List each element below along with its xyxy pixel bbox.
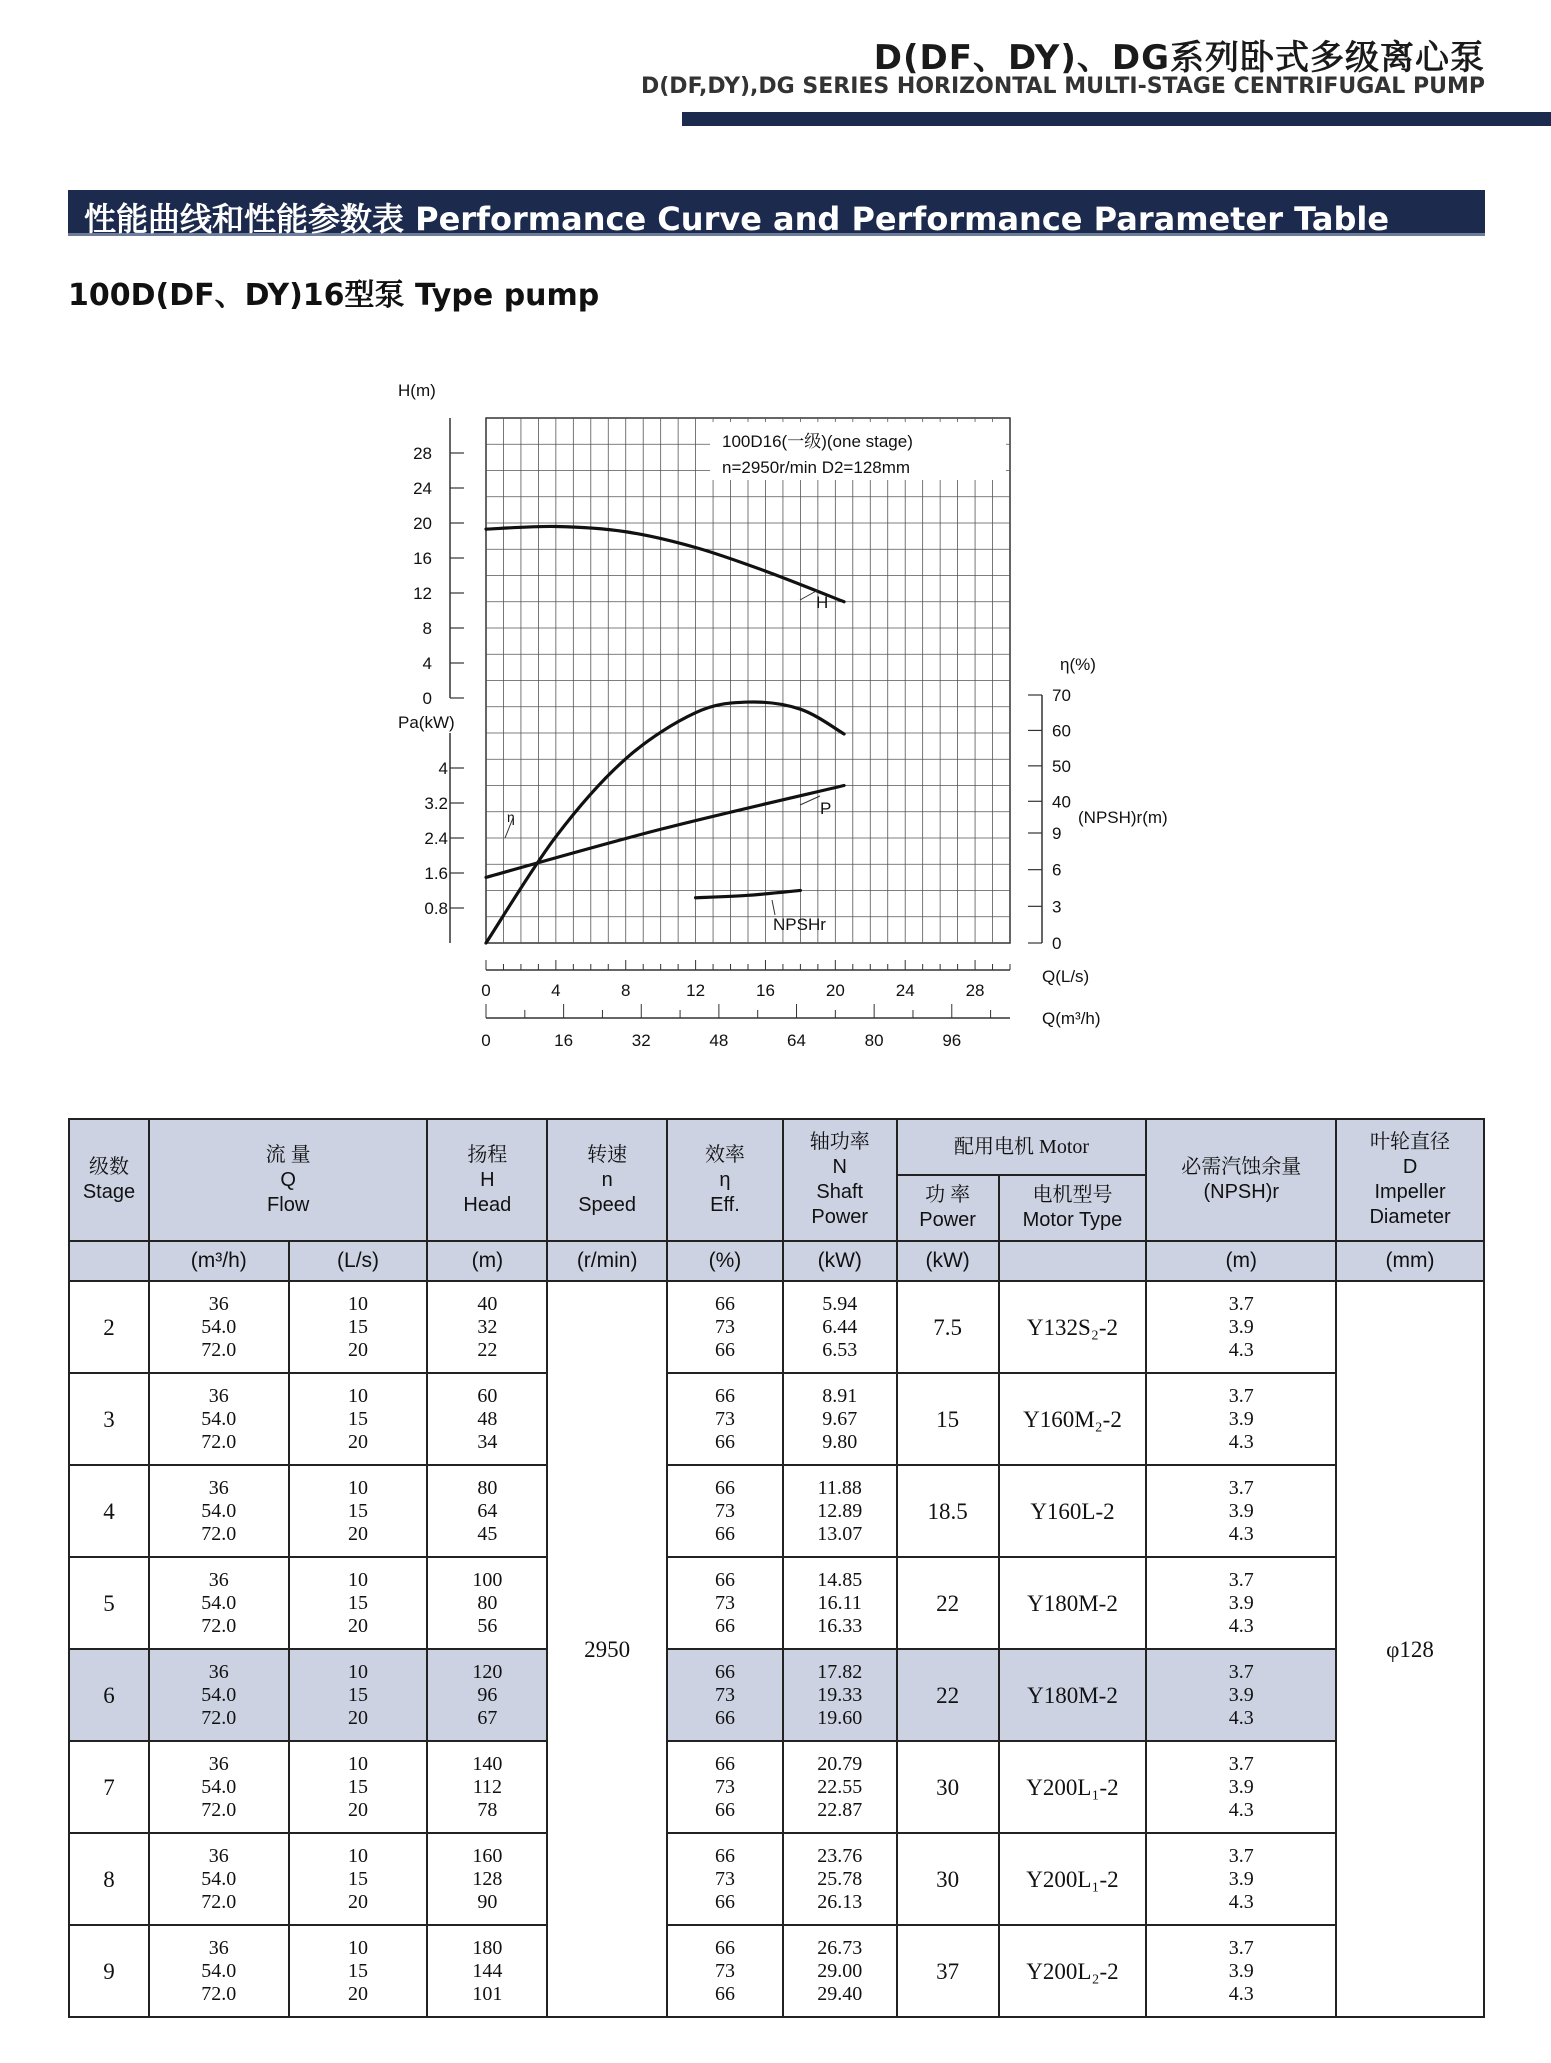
p-curve-label: P: [820, 799, 832, 818]
pa-axis-tick-label: 2.4: [424, 829, 448, 848]
flow-ls-cell: 10 15 20: [289, 1373, 428, 1465]
chart-title: 100D16(一级)(one stage): [722, 432, 913, 451]
flow-m3h-cell: 36 54.0 72.0: [149, 1465, 289, 1557]
npsh-axis-tick-label: 3: [1052, 897, 1062, 917]
flow-ls-cell: 10 15 20: [289, 1465, 428, 1557]
table-row: [69, 1833, 1484, 1925]
h-curve-label: H: [816, 593, 829, 612]
unit-motor-type: [999, 1241, 1147, 1281]
npsh-cell: 3.7 3.9 4.3: [1146, 1741, 1336, 1833]
npsh-axis-tick-label: 9: [1052, 824, 1062, 843]
h-axis-tick-label: 16: [413, 549, 432, 568]
head-cell: 140 112 78: [427, 1741, 547, 1833]
pa-axis-tick-label: 0.8: [424, 899, 448, 918]
x-axis-tick-label: 4: [551, 981, 561, 1000]
performance-table: [68, 1118, 1485, 2018]
head-cell: 40 32 22: [427, 1281, 547, 1373]
chart-subtitle: n=2950r/min D2=128mm: [722, 458, 911, 477]
motor-type-cell: Y200L₁-2: [999, 1833, 1147, 1925]
head-cell: 100 80 56: [427, 1557, 547, 1649]
npsh-cell: 3.7 3.9 4.3: [1146, 1557, 1336, 1649]
header-shaft-power: 轴功率 N Shaft Power: [783, 1119, 897, 1241]
head-cell: 80 64 45: [427, 1465, 547, 1557]
table-row: [69, 1465, 1484, 1557]
shaft-power-cell: 26.73 29.00 29.40: [783, 1925, 897, 2017]
unit-speed: (r/min): [547, 1241, 667, 1281]
header-motor: 配用电机 Motor: [897, 1119, 1147, 1175]
impeller-cell: φ128: [1336, 1281, 1484, 2017]
performance-chart: [380, 370, 1220, 1080]
eff-cell: 66 73 66: [667, 1557, 783, 1649]
table-row: [69, 1649, 1484, 1741]
x-axis-tick-label: 24: [895, 981, 915, 1000]
header-motor-type: 电机型号 Motor Type: [999, 1175, 1147, 1241]
motor-power-cell: 15: [897, 1373, 999, 1465]
p-curve: [486, 786, 844, 878]
table-row: [69, 1741, 1484, 1833]
pa-axis-tick-label: 4: [438, 759, 448, 778]
x2-axis-tick-label: 80: [864, 1031, 884, 1050]
header-bar: [682, 112, 1551, 126]
flow-m3h-cell: 36 54.0 72.0: [149, 1557, 289, 1649]
x2-axis-tick-label: 16: [554, 1031, 574, 1050]
npsh-axis-tick-label: 0: [1052, 934, 1062, 953]
motor-power-cell: 7.5: [897, 1281, 999, 1373]
motor-type-cell: Y200L₁-2: [999, 1741, 1147, 1833]
eff-cell: 66 73 66: [667, 1373, 783, 1465]
stage-cell: 3: [69, 1373, 149, 1465]
shaft-power-cell: 17.82 19.33 19.60: [783, 1649, 897, 1741]
header-impeller: 叶轮直径 D Impeller Diameter: [1336, 1119, 1484, 1241]
x-axis-tick-label: 0: [481, 981, 491, 1000]
npsh-cell: 3.7 3.9 4.3: [1146, 1281, 1336, 1373]
x-axis-tick-label: 8: [620, 981, 631, 1000]
eta-axis-tick-label: 70: [1052, 686, 1071, 705]
eff-cell: 66 73 66: [667, 1925, 783, 2017]
head-cell: 120 96 67: [427, 1649, 547, 1741]
motor-power-cell: 37: [897, 1925, 999, 2017]
eff-cell: 66 73 66: [667, 1649, 783, 1741]
section-title: 性能曲线和性能参数表 Performance Curve and Performance Parameter Table: [84, 200, 1390, 238]
head-cell: 180 144 101: [427, 1925, 547, 2017]
header-motor-power: 功 率 Power: [897, 1175, 999, 1241]
eff-cell: 66 73 66: [667, 1465, 783, 1557]
npsh-axis-label: (NPSH)r(m): [1078, 808, 1168, 827]
npsh-cell: 3.7 3.9 4.3: [1146, 1649, 1336, 1741]
flow-ls-cell: 10 15 20: [289, 1833, 428, 1925]
unit-stage: [69, 1241, 149, 1281]
npsh-axis-tick-label: 6: [1052, 860, 1062, 880]
shaft-power-cell: 8.91 9.67 9.80: [783, 1373, 897, 1465]
flow-m3h-cell: 36 54.0 72.0: [149, 1833, 289, 1925]
shaft-power-cell: 14.85 16.11 16.33: [783, 1557, 897, 1649]
flow-m3h-cell: 36 54.0 72.0: [149, 1281, 289, 1373]
head-cell: 160 128 90: [427, 1833, 547, 1925]
x-axis-tick-label: 28: [965, 981, 985, 1000]
motor-power-cell: 22: [897, 1557, 999, 1649]
motor-power-cell: 22: [897, 1649, 999, 1741]
unit-flow-ls: (L/s): [289, 1241, 428, 1281]
motor-type-cell: Y160L-2: [999, 1465, 1147, 1557]
header-flow: 流 量 Q Flow: [149, 1119, 428, 1241]
eta-axis-tick-label: 40: [1052, 792, 1071, 812]
shaft-power-cell: 11.88 12.89 13.07: [783, 1465, 897, 1557]
speed-cell: 2950: [547, 1281, 667, 2017]
h-axis-tick-label: 0: [422, 689, 432, 708]
x-axis-tick-label: 12: [686, 981, 706, 1000]
x2-axis-tick-label: 32: [631, 1031, 651, 1050]
npsh-cell: 3.7 3.9 4.3: [1146, 1373, 1336, 1465]
pa-axis-tick-label: 3.2: [424, 794, 448, 813]
table-row: [69, 1373, 1484, 1465]
x2-axis-tick-label: 64: [787, 1031, 806, 1050]
pa-axis-label: Pa(kW): [398, 713, 455, 732]
npshr-label-leader: [772, 900, 775, 915]
unit-eff: (%): [667, 1241, 783, 1281]
table-row: [69, 1557, 1484, 1649]
h-axis-tick-label: 28: [413, 444, 432, 463]
header-stage: 级数 Stage: [69, 1119, 149, 1241]
x-axis-tick-label: 16: [756, 981, 775, 1000]
unit-flow-m3h: (m³/h): [149, 1241, 289, 1281]
h-axis-label: H(m): [398, 381, 436, 400]
shaft-power-cell: 23.76 25.78 26.13: [783, 1833, 897, 1925]
pa-axis-tick-label: 1.6: [424, 864, 448, 883]
x-axis-label: Q(L/s): [1042, 967, 1090, 986]
stage-cell: 5: [69, 1557, 149, 1649]
eff-cell: 66 73 66: [667, 1281, 783, 1373]
stage-cell: 9: [69, 1925, 149, 2017]
header-head: 扬程 H Head: [427, 1119, 547, 1241]
unit-impeller: (mm): [1336, 1241, 1484, 1281]
motor-type-cell: Y180M-2: [999, 1557, 1147, 1649]
stage-cell: 2: [69, 1281, 149, 1373]
h-axis-tick-label: 4: [422, 654, 432, 673]
h-axis-tick-label: 24: [413, 479, 432, 498]
motor-power-cell: 18.5: [897, 1465, 999, 1557]
header-eff: 效率 η Eff.: [667, 1119, 783, 1241]
unit-head: (m): [427, 1241, 547, 1281]
motor-type-cell: Y160M₂-2: [999, 1373, 1147, 1465]
flow-m3h-cell: 36 54.0 72.0: [149, 1649, 289, 1741]
flow-ls-cell: 10 15 20: [289, 1649, 428, 1741]
npsh-cell: 3.7 3.9 4.3: [1146, 1833, 1336, 1925]
eta-curve: [486, 702, 844, 943]
p-label-leader: [800, 796, 820, 805]
shaft-power-cell: 20.79 22.55 22.87: [783, 1741, 897, 1833]
flow-ls-cell: 10 15 20: [289, 1557, 428, 1649]
table-row: [69, 1281, 1484, 1373]
motor-type-cell: Y200L₂-2: [999, 1925, 1147, 2017]
table-row: [69, 1925, 1484, 2017]
eta-axis-label: η(%): [1060, 655, 1096, 674]
header-speed: 转速 n Speed: [547, 1119, 667, 1241]
header-npsh: 必需汽蚀余量 (NPSH)r: [1146, 1119, 1336, 1241]
unit-motor-power: (kW): [897, 1241, 999, 1281]
flow-ls-cell: 10 15 20: [289, 1281, 428, 1373]
flow-m3h-cell: 36 54.0 72.0: [149, 1373, 289, 1465]
eff-cell: 66 73 66: [667, 1741, 783, 1833]
unit-npsh: (m): [1146, 1241, 1336, 1281]
flow-m3h-cell: 36 54.0 72.0: [149, 1925, 289, 2017]
x-axis-tick-label: 20: [825, 981, 845, 1000]
npsh-cell: 3.7 3.9 4.3: [1146, 1925, 1336, 2017]
x2-axis-label: Q(m³/h): [1042, 1009, 1101, 1028]
pump-title: 100D(DF、DY)16型泵 Type pump: [68, 278, 600, 313]
npsh-cell: 3.7 3.9 4.3: [1146, 1465, 1336, 1557]
h-axis-tick-label: 8: [422, 619, 432, 638]
shaft-power-cell: 5.94 6.44 6.53: [783, 1281, 897, 1373]
unit-shaft-power: (kW): [783, 1241, 897, 1281]
flow-ls-cell: 10 15 20: [289, 1741, 428, 1833]
eff-cell: 66 73 66: [667, 1833, 783, 1925]
motor-type-cell: Y132S₂-2: [999, 1281, 1147, 1373]
stage-cell: 4: [69, 1465, 149, 1557]
flow-ls-cell: 10 15 20: [289, 1925, 428, 2017]
x2-axis-tick-label: 48: [709, 1031, 729, 1050]
x2-axis-tick-label: 96: [942, 1031, 962, 1050]
h-axis-tick-label: 20: [413, 514, 432, 533]
eta-axis-tick-label: 60: [1052, 721, 1071, 741]
stage-cell: 6: [69, 1649, 149, 1741]
flow-m3h-cell: 36 54.0 72.0: [149, 1741, 289, 1833]
stage-cell: 7: [69, 1741, 149, 1833]
npshr-curve-label: NPSHr: [773, 915, 826, 934]
h-curve: [486, 526, 844, 601]
section-band: [68, 190, 1485, 236]
stage-cell: 8: [69, 1833, 149, 1925]
x2-axis-tick-label: 0: [481, 1031, 491, 1050]
motor-power-cell: 30: [897, 1833, 999, 1925]
table-body: [69, 1281, 1484, 2017]
motor-power-cell: 30: [897, 1741, 999, 1833]
eta-axis-tick-label: 50: [1052, 756, 1071, 776]
head-cell: 60 48 34: [427, 1373, 547, 1465]
catalog-subtitle: D(DF,DY),DG SERIES HORIZONTAL MULTI-STAGE CENTRIFUGAL PUMP: [640, 74, 1485, 99]
catalog-title: D(DF、DY)、DG系列卧式多级离心泵: [873, 38, 1485, 78]
h-axis-tick-label: 12: [413, 584, 432, 603]
eta-curve-label: η: [507, 809, 515, 825]
motor-type-cell: Y180M-2: [999, 1649, 1147, 1741]
